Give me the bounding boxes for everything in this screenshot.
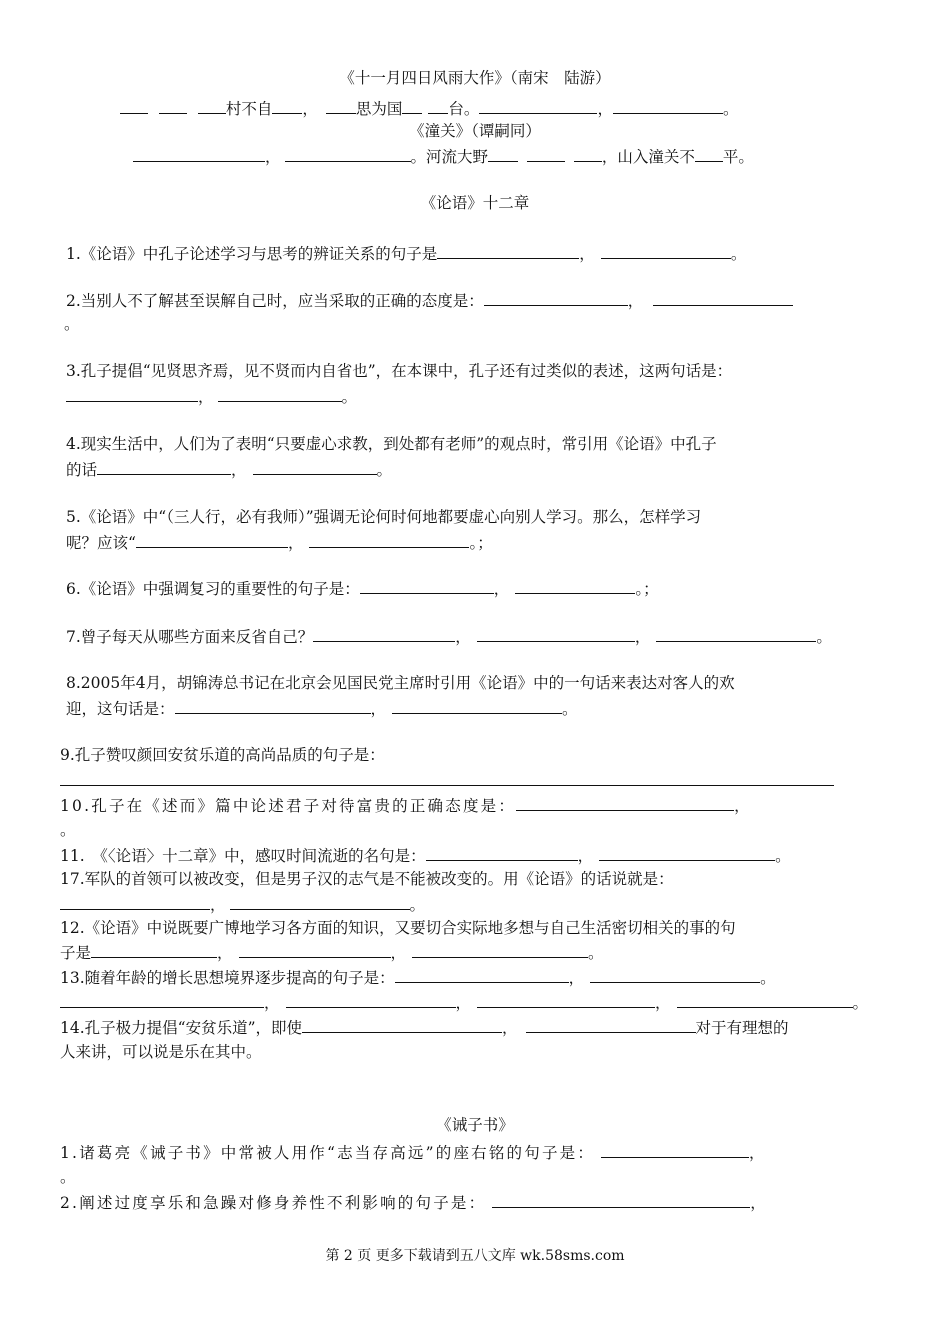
lunyu-q11 bbox=[60, 845, 791, 866]
answer-blank[interactable] bbox=[477, 992, 655, 1008]
question-text: 呢？应该“ bbox=[66, 534, 136, 552]
question-text: 的话 bbox=[66, 461, 98, 479]
question-text: 迎，这句话是： bbox=[66, 700, 175, 718]
question-text: 7.曾子每天从哪些方面来反省自己？ bbox=[66, 628, 314, 646]
poem1-text: 台。 bbox=[448, 100, 480, 118]
answer-blank[interactable] bbox=[526, 1017, 696, 1033]
end: 。 bbox=[562, 700, 578, 718]
lunyu-q7 bbox=[66, 626, 832, 647]
answer-blank[interactable] bbox=[360, 578, 494, 594]
answer-blank[interactable] bbox=[677, 992, 853, 1008]
jiezi-q2 bbox=[60, 1192, 768, 1213]
answer-blank[interactable] bbox=[253, 459, 377, 475]
lunyu-q13 bbox=[60, 967, 776, 988]
question-text: 1.《论语》中孔子论述学习与思考的辨证关系的句子是 bbox=[66, 245, 438, 263]
end: 。 bbox=[816, 628, 832, 646]
question-text: 10.孔子在《述而》篇中论述君子对待富贵的正确态度是： bbox=[60, 797, 517, 815]
sep: ， bbox=[627, 292, 644, 310]
poem2-text: ， bbox=[265, 148, 281, 166]
end: 。 bbox=[852, 994, 869, 1012]
lunyu-q12-answer bbox=[60, 942, 604, 963]
answer-blank[interactable] bbox=[516, 795, 734, 811]
blank[interactable] bbox=[285, 146, 411, 162]
answer-blank[interactable] bbox=[484, 290, 628, 306]
lunyu-q4: 4.现实生活中，人们为了表明“只要虚心求教，到处都有老师”的观点时，常引用《论语》中孔子 bbox=[66, 435, 717, 453]
sep: ， bbox=[287, 534, 304, 552]
lunyu-q2 bbox=[66, 290, 793, 311]
answer-blank[interactable] bbox=[313, 626, 455, 642]
lunyu-q3: 3.孔子提倡“见贤思齐焉，见不贤而内自省也”，在本课中，孔子还有过类似的表述，这两句话是： bbox=[66, 362, 733, 380]
question-text: 子是 bbox=[60, 944, 92, 962]
poem2-text: ，山入潼关不 bbox=[601, 148, 695, 166]
answer-blank[interactable] bbox=[60, 894, 210, 910]
end: 。 bbox=[409, 896, 426, 914]
answer-blank[interactable] bbox=[239, 942, 391, 958]
jiezi-q1-end: 。 bbox=[60, 1168, 76, 1186]
sep: ， bbox=[455, 628, 471, 646]
sep: ， bbox=[734, 797, 752, 815]
blank[interactable] bbox=[695, 146, 723, 162]
poem1-line bbox=[120, 98, 738, 119]
lunyu-q1 bbox=[66, 243, 746, 264]
sep: ， bbox=[502, 1019, 518, 1037]
sep: ， bbox=[210, 896, 226, 914]
answer-blank[interactable] bbox=[286, 992, 456, 1008]
sep: ， bbox=[750, 1194, 768, 1212]
answer-blank[interactable] bbox=[230, 894, 410, 910]
blank[interactable] bbox=[159, 98, 187, 114]
lunyu-q17-answer bbox=[60, 894, 425, 915]
answer-blank[interactable] bbox=[601, 1142, 749, 1158]
lunyu-q3-answer bbox=[66, 386, 357, 407]
lunyu-q13-answer bbox=[60, 992, 868, 1013]
lunyu-q10 bbox=[60, 795, 752, 816]
answer-blank[interactable] bbox=[653, 290, 793, 306]
sep: ， bbox=[198, 388, 214, 406]
sep: ， bbox=[577, 847, 594, 865]
question-text: 2.阐述过度享乐和急躁对修身养性不利影响的句子是： bbox=[60, 1194, 487, 1212]
sep: ， bbox=[749, 1144, 767, 1162]
blank[interactable] bbox=[402, 98, 422, 114]
answer-blank[interactable] bbox=[392, 698, 562, 714]
question-text: 11. 《〈论语〉十二章》中，感叹时间流逝的名句是： bbox=[60, 847, 426, 865]
sep: ， bbox=[579, 245, 595, 263]
sep: ， bbox=[568, 969, 585, 987]
answer-blank[interactable] bbox=[309, 532, 469, 548]
sep: ， bbox=[390, 944, 407, 962]
end: 。 bbox=[760, 969, 776, 987]
page-footer: 第 2 页 更多下载请到五八文库 wk.58sms.com bbox=[325, 1248, 625, 1264]
answer-blank[interactable] bbox=[97, 459, 231, 475]
lunyu-q9-answer bbox=[60, 770, 834, 791]
answer-blank[interactable] bbox=[412, 942, 588, 958]
lunyu-q6 bbox=[66, 578, 659, 599]
lunyu-q8-answer bbox=[66, 698, 578, 719]
sep: ， bbox=[231, 461, 247, 479]
jiezi-title: 《诫子书》 bbox=[436, 1116, 514, 1134]
lunyu-q9: 9.孔子赞叹颜回安贫乐道的高尚品质的句子是： bbox=[60, 746, 385, 764]
question-text: 13.随着年龄的增长思想境界逐步提高的句子是： bbox=[60, 969, 395, 987]
answer-blank[interactable] bbox=[91, 942, 217, 958]
jiezi-q1 bbox=[60, 1142, 767, 1163]
lunyu-q14 bbox=[60, 1017, 789, 1038]
answer-blank[interactable] bbox=[599, 845, 775, 861]
answer-blank[interactable] bbox=[60, 992, 264, 1008]
end: 。； bbox=[469, 534, 493, 552]
sep: ， bbox=[370, 700, 387, 718]
poem2-text: 。河流大野 bbox=[410, 148, 489, 166]
sep: ， bbox=[455, 994, 472, 1012]
blank[interactable] bbox=[198, 98, 226, 114]
blank[interactable] bbox=[120, 98, 148, 114]
lunyu-q4-answer bbox=[66, 459, 392, 480]
answer-blank[interactable] bbox=[218, 386, 342, 402]
answer-blank[interactable] bbox=[477, 626, 635, 642]
blank[interactable] bbox=[326, 98, 356, 114]
sep: ， bbox=[634, 628, 651, 646]
answer-blank[interactable] bbox=[302, 1017, 502, 1033]
end: 。 bbox=[588, 944, 604, 962]
poem1-text: ， bbox=[597, 100, 613, 118]
sep: ， bbox=[264, 994, 280, 1012]
blank[interactable] bbox=[488, 146, 518, 162]
lunyu-q10-end: 。 bbox=[60, 821, 76, 839]
answer-blank[interactable] bbox=[601, 243, 731, 259]
blank[interactable] bbox=[133, 146, 265, 162]
question-text: 对于有理想的 bbox=[695, 1019, 789, 1037]
end: 。 bbox=[341, 388, 358, 406]
answer-blank[interactable] bbox=[492, 1192, 750, 1208]
poem1-text: 。 bbox=[722, 100, 739, 118]
answer-blank[interactable] bbox=[590, 967, 760, 983]
sep: ， bbox=[493, 580, 510, 598]
sep: ， bbox=[655, 994, 671, 1012]
poem2-text: 平。 bbox=[722, 148, 754, 166]
poem1-title: 《十一月四日风雨大作》（南宋 陆游） bbox=[339, 69, 611, 87]
answer-blank[interactable] bbox=[437, 243, 579, 259]
blank[interactable] bbox=[527, 146, 565, 162]
blank[interactable] bbox=[272, 98, 302, 114]
question-text: 14.孔子极力提倡“安贫乐道”，即使 bbox=[60, 1019, 302, 1037]
lunyu-q8: 8.2005年4月，胡锦涛总书记在北京会见国民党主席时引用《论语》中的一句话来表达对客人的欢 bbox=[66, 674, 735, 692]
poem1-text: 村不自 bbox=[225, 100, 273, 118]
poem1-text: 思为国 bbox=[355, 100, 403, 118]
answer-blank[interactable] bbox=[60, 770, 834, 786]
blank[interactable] bbox=[613, 98, 723, 114]
lunyu-q2-end: 。 bbox=[64, 315, 80, 333]
answer-blank[interactable] bbox=[66, 386, 198, 402]
answer-blank[interactable] bbox=[426, 845, 578, 861]
end: 。 bbox=[730, 245, 747, 263]
blank[interactable] bbox=[574, 146, 602, 162]
question-text: 2.当别人不了解甚至误解自己时，应当采取的正确的态度是： bbox=[66, 292, 484, 310]
blank[interactable] bbox=[428, 98, 448, 114]
answer-blank[interactable] bbox=[136, 532, 288, 548]
lunyu-q5-answer bbox=[66, 532, 493, 553]
question-text: 6.《论语》中强调复习的重要性的句子是： bbox=[66, 580, 360, 598]
lunyu-q17: 17.军队的首领可以被改变，但是男子汉的志气是不能被改变的。用《论语》的话说就是： bbox=[60, 870, 674, 888]
answer-blank[interactable] bbox=[175, 698, 371, 714]
blank[interactable] bbox=[479, 98, 597, 114]
answer-blank[interactable] bbox=[395, 967, 569, 983]
end: 。 bbox=[775, 847, 791, 865]
question-text: 1.诸葛亮《诫子书》中常被人用作“志当存高远”的座右铭的句子是： bbox=[60, 1144, 596, 1162]
lunyu-q12: 12.《论语》中说既要广博地学习各方面的知识，又要切合实际地多想与自己生活密切相关的事的句 bbox=[60, 919, 736, 937]
answer-blank[interactable] bbox=[656, 626, 816, 642]
poem1-text: ， bbox=[302, 100, 318, 118]
answer-blank[interactable] bbox=[515, 578, 635, 594]
end: 。 bbox=[376, 461, 393, 479]
lunyu-title: 《论语》十二章 bbox=[420, 194, 530, 212]
lunyu-q14-line2: 人来讲，可以说是乐在其中。 bbox=[60, 1043, 262, 1061]
poem2-title: 《潼关》（谭嗣同） bbox=[409, 122, 541, 140]
lunyu-q5: 5.《论语》中“（三人行，必有我师）”强调无论何时何地都要虚心向别人学习。那么，怎样学习 bbox=[66, 508, 702, 526]
poem2-line bbox=[133, 146, 754, 167]
end: 。； bbox=[635, 580, 659, 598]
sep: ， bbox=[217, 944, 233, 962]
